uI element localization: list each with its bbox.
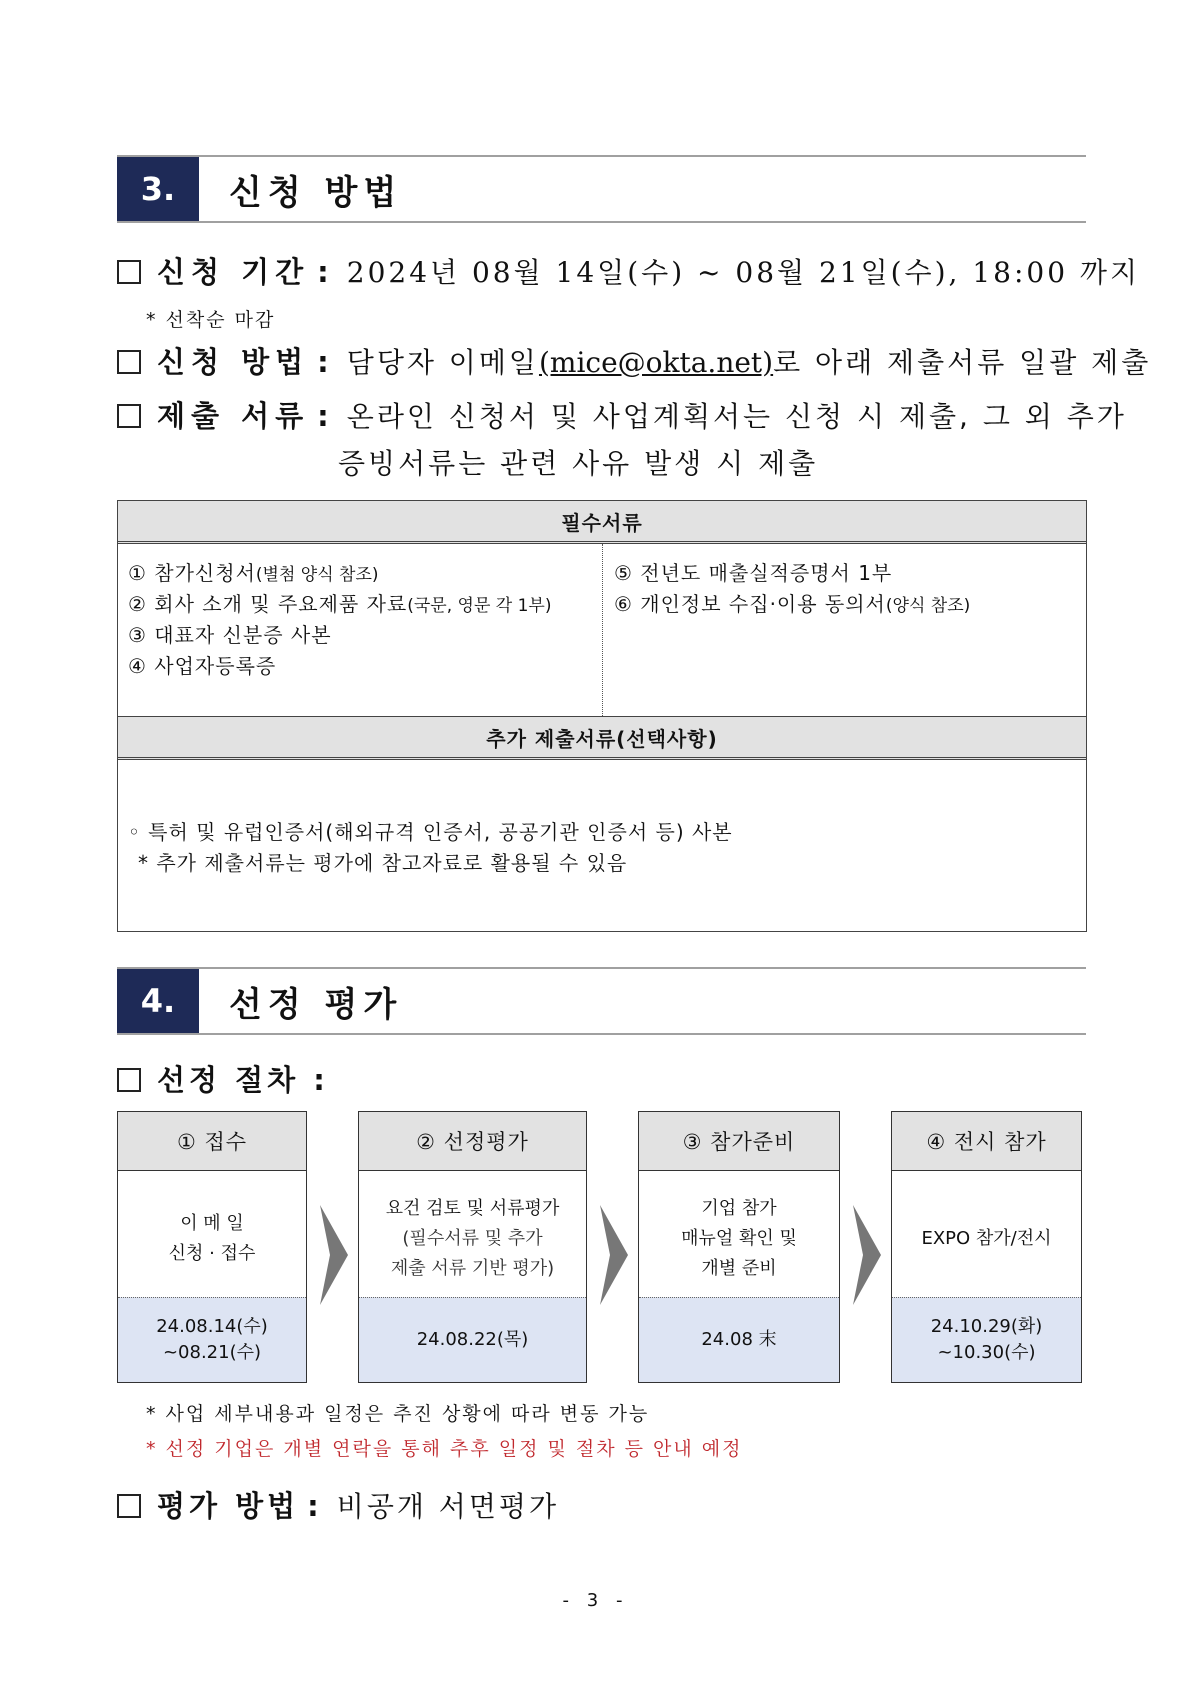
step-body: 이 메 일 신청 · 접수 xyxy=(168,1212,256,1264)
step-date: 24.10.29(화) ~10.30(수) xyxy=(892,1297,1081,1382)
required-doc-item: ⑥ 개인정보 수집·이용 동의서(양식 참조) xyxy=(614,592,971,616)
required-docs-header: 필수서류 xyxy=(118,501,1086,544)
email-link[interactable]: (mice@okta.net) xyxy=(538,346,774,379)
process-step xyxy=(891,1111,1082,1383)
step-body: 기업 참가 매뉴얼 확인 및 개별 준비 xyxy=(681,1197,797,1279)
optional-docs-header: 추가 제출서류(선택사항) xyxy=(118,716,1086,760)
required-doc-item: ② 회사 소개 및 주요제품 자료(국문, 영문 각 1부) xyxy=(128,592,552,616)
checkbox-icon xyxy=(117,1494,141,1518)
checkbox-icon xyxy=(117,260,141,284)
arrow-right-icon xyxy=(320,1205,348,1305)
optional-doc-note: * 추가 제출서류는 평가에 참고자료로 활용될 수 있음 xyxy=(138,851,628,875)
step-date: 24.08.14(수) ~08.21(수) xyxy=(118,1297,306,1382)
docs-value-line2: 증빙서류는 관련 사유 발생 시 제출 xyxy=(338,447,819,480)
period-label: 신청 기간 xyxy=(157,255,310,289)
required-doc-item: ⑤ 전년도 매출실적증명서 1부 xyxy=(614,561,893,585)
period-line: 신청 기간 : 2024년 08월 14일(수) ~ 08월 21일(수), 18:00 까지 xyxy=(117,250,1140,291)
checkbox-icon xyxy=(117,404,141,428)
step-body: EXPO 참가/전시 xyxy=(921,1227,1052,1249)
method-suffix: 로 아래 제출서류 일괄 제출 xyxy=(773,346,1152,379)
step-date: 24.08 末 xyxy=(639,1297,839,1382)
section-3-header xyxy=(117,155,1086,223)
required-doc-item: ④ 사업자등록증 xyxy=(128,654,277,678)
step-header: ③ 참가준비 xyxy=(639,1112,839,1171)
column-divider xyxy=(602,544,603,716)
optional-doc-item: ◦ 특허 및 유럽인증서(해외규격 인증서, 공공기관 인증서 등) 사본 xyxy=(128,820,733,844)
period-note: * 선착순 마감 xyxy=(146,309,276,331)
step-header: ④ 전시 참가 xyxy=(892,1112,1081,1171)
checkbox-icon xyxy=(117,350,141,374)
section-number: 4. xyxy=(117,969,199,1033)
docs-label: 제출 서류 xyxy=(157,399,310,433)
process-step xyxy=(358,1111,587,1383)
method-line: 신청 방법 : 담당자 이메일 (mice@okta.net) 로 아래 제출서류 일괄 제출 xyxy=(117,340,1151,381)
required-doc-item: ③ 대표자 신분증 사본 xyxy=(128,623,332,647)
section-title: 신청 방법 xyxy=(229,172,403,213)
procedure-line xyxy=(117,1058,329,1099)
section-title: 선정 평가 xyxy=(229,984,403,1025)
method-prefix: 담당자 이메일 xyxy=(346,346,539,379)
docs-value-line1: 온라인 신청서 및 사업계획서는 신청 시 제출, 그 외 추가 xyxy=(346,400,1127,433)
page-number: - 3 - xyxy=(562,1590,629,1611)
step-header: ① 접수 xyxy=(118,1112,306,1171)
section-number: 3. xyxy=(117,157,199,221)
eval-line: 평가 방법 : 비공개 서면평가 xyxy=(117,1484,559,1525)
checkbox-icon xyxy=(117,1068,141,1092)
step-date: 24.08.22(목) xyxy=(359,1297,586,1382)
section-4-header xyxy=(117,967,1086,1035)
arrow-right-icon xyxy=(853,1205,881,1305)
period-value: 2024년 08월 14일(수) ~ 08월 21일(수), 18:00 까지 xyxy=(346,256,1141,289)
schedule-note: * 사업 세부내용과 일정은 추진 상황에 따라 변동 가능 xyxy=(146,1403,650,1425)
notice-note: * 선정 기업은 개별 연락을 통해 추후 일정 및 절차 등 안내 예정 xyxy=(146,1438,743,1460)
process-step xyxy=(638,1111,840,1383)
method-label: 신청 방법 xyxy=(157,345,310,379)
eval-value: 비공개 서면평가 xyxy=(336,1490,560,1523)
step-body: 요건 검토 및 서류평가 (필수서류 및 추가 제출 서류 기반 평가) xyxy=(385,1197,560,1279)
procedure-label: 선정 절차 : xyxy=(157,1063,329,1097)
required-doc-item: ① 참가신청서(별첨 양식 참조) xyxy=(128,561,379,585)
arrow-right-icon xyxy=(600,1205,628,1305)
docs-line: 제출 서류 : 온라인 신청서 및 사업계획서는 신청 시 제출, 그 외 추가 xyxy=(117,394,1127,435)
documents-table xyxy=(117,500,1087,932)
step-header: ② 선정평가 xyxy=(359,1112,586,1171)
eval-label: 평가 방법 xyxy=(157,1489,300,1523)
process-step xyxy=(117,1111,307,1383)
